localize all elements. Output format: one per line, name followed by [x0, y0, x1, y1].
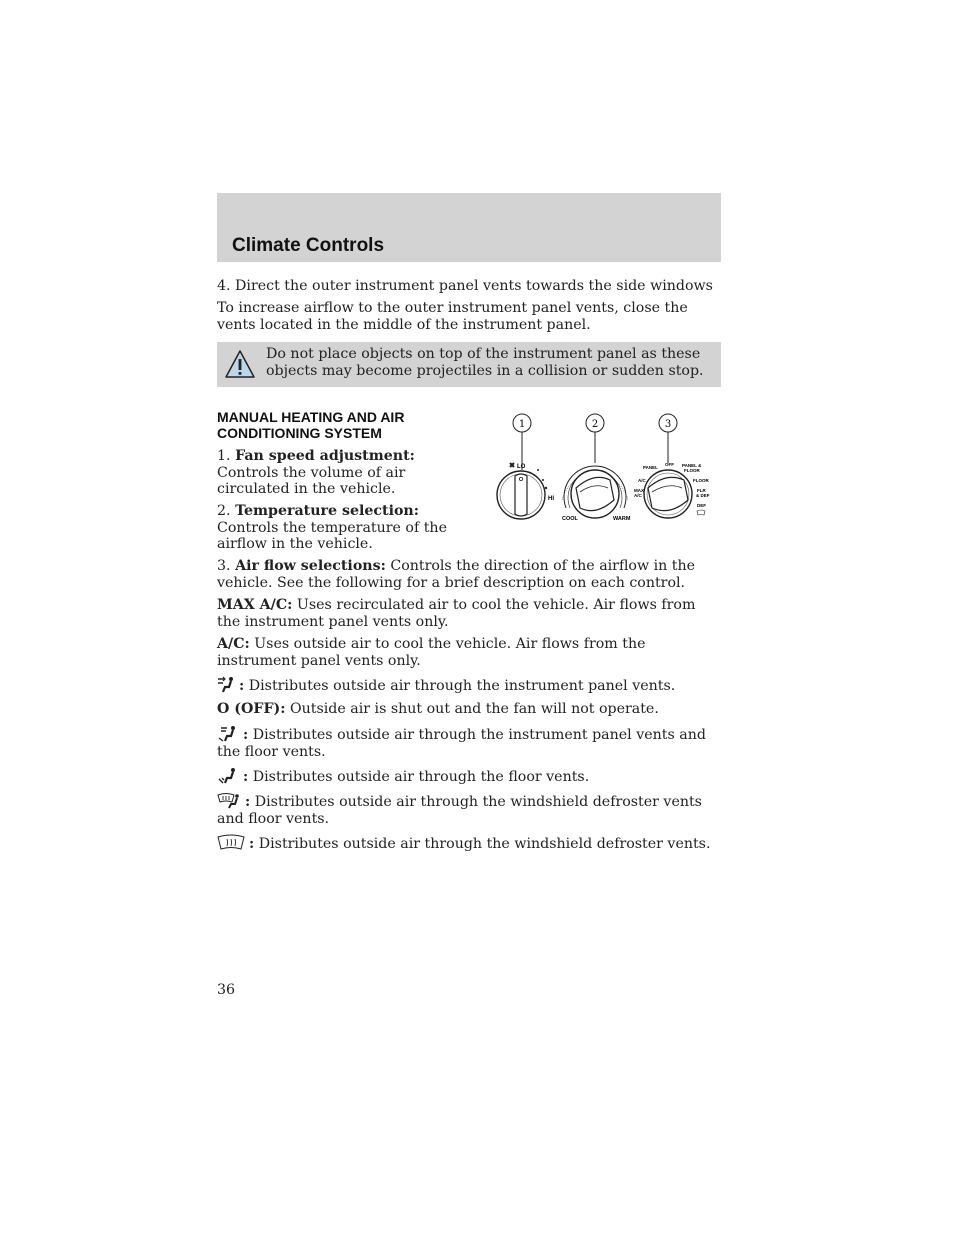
- floor-defrost-icon: [217, 792, 243, 810]
- airflow-tip-text: To increase airflow to the outer instrument panel vents, close the vents located in the middle of the instrument panel.: [217, 300, 688, 333]
- mode-max-ac: [217, 597, 721, 630]
- mode-defrost: [217, 834, 721, 853]
- panel-vent-icon: [217, 676, 237, 694]
- mode-panel-floor-label: FLOOR: [684, 468, 700, 473]
- page-number: 36: [217, 982, 236, 998]
- mode-panel-label: PANEL: [643, 465, 658, 470]
- mode-text: Distributes outside air through the windshield defroster vents.: [254, 836, 711, 852]
- fan-lo-label: LO: [517, 464, 526, 470]
- callout-number: 1: [518, 419, 526, 430]
- mode-text: Uses outside air to cool the vehicle. Air flows from the instrument panel vents only.: [217, 636, 646, 669]
- mode-label: A/C:: [217, 636, 250, 652]
- item-temperature: [217, 503, 477, 553]
- defrost-icon: [697, 510, 705, 515]
- item-text: Controls the temperature of the airflow in the vehicle.: [217, 519, 447, 552]
- item-number: 2.: [217, 503, 231, 519]
- mode-max-ac-label: MAX: [634, 488, 644, 493]
- temp-cool-label: COOL: [562, 516, 578, 522]
- callout-2: [586, 414, 604, 463]
- mode-ac: [217, 636, 721, 669]
- defrost-icon: [217, 834, 247, 852]
- mode-panel-floor-label: PANEL &: [682, 463, 702, 468]
- fan-hi-label: HI: [548, 496, 554, 502]
- mode-label: :: [243, 727, 249, 743]
- mode-panel-floor: [217, 725, 721, 760]
- item-text: Controls the direction of the airflow in the vehicle. See the following for a brief description on each control.: [217, 558, 696, 591]
- mode-text: Distributes outside air through the floor vents.: [248, 769, 590, 785]
- mode-floor-defrost: [217, 792, 721, 827]
- page-title: Climate Controls: [232, 235, 385, 256]
- mode-text: Uses recirculated air to cool the vehicle. Air flows from the instrument panel vents only.: [217, 597, 696, 630]
- mode-label: :: [239, 678, 245, 694]
- mode-floor: [217, 767, 721, 786]
- item-label: Fan speed adjustment:: [235, 448, 415, 464]
- item-air-flow: [217, 558, 721, 591]
- callout-1: [513, 414, 531, 470]
- temp-warm-label: WARM: [613, 516, 631, 522]
- mode-floor-defrost-label: & DEF: [696, 493, 710, 498]
- section-header-band: [217, 193, 721, 262]
- callout-number: 2: [591, 419, 599, 430]
- warning-triangle-icon: [224, 349, 256, 379]
- temperature-knob: [562, 466, 631, 522]
- mode-label: MAX A/C:: [217, 597, 293, 613]
- panel-floor-vent-icon: [217, 725, 241, 743]
- item-fan-speed: [217, 448, 477, 498]
- fan-speed-knob: [497, 463, 554, 519]
- warning-box: [217, 342, 721, 387]
- mode-label: :: [249, 836, 255, 852]
- section-heading: MANUAL HEATING AND AIR CONDITIONING SYSTEM: [217, 409, 405, 441]
- mode-text: Distributes outside air through the instrument panel vents and the floor vents.: [217, 727, 706, 760]
- item-label: Temperature selection:: [235, 503, 419, 519]
- mode-label: :: [245, 794, 251, 810]
- floor-vent-icon: [217, 767, 241, 785]
- step-4-text: 4. Direct the outer instrument panel vents towards the side windows: [217, 278, 713, 294]
- item-label: Air flow selections:: [235, 558, 386, 574]
- mode-ac-label: A/C: [638, 478, 646, 483]
- mode-label: O (OFF):: [217, 701, 286, 717]
- mode-text: Outside air is shut out and the fan will not operate.: [285, 701, 659, 717]
- warning-text: Do not place objects on top of the instrument panel as these objects may become projectiles in a collision or sudden stop.: [266, 346, 704, 379]
- mode-floor-label: FLOOR: [693, 478, 709, 483]
- mode-off: [217, 701, 721, 718]
- item-number: 1.: [217, 448, 231, 464]
- mode-text: Distributes outside air through the windshield defroster vents and floor vents.: [217, 794, 702, 827]
- mode-max-ac-label: A/C: [634, 493, 642, 498]
- mode-text: Distributes outside air through the instrument panel vents.: [244, 678, 676, 694]
- mode-label: :: [243, 769, 249, 785]
- mode-defrost-label: DEF: [697, 503, 706, 508]
- mode-panel: [217, 676, 721, 695]
- air-flow-knob: [634, 462, 710, 518]
- item-number: 3.: [217, 558, 231, 574]
- mode-off-label: OFF: [665, 462, 674, 467]
- callout-3: [659, 414, 677, 463]
- mode-floor-defrost-label: FLR: [697, 488, 706, 493]
- item-text: Controls the volume of air circulated in the vehicle.: [217, 464, 406, 497]
- callout-number: 3: [664, 419, 672, 430]
- climate-control-diagram: [490, 408, 720, 528]
